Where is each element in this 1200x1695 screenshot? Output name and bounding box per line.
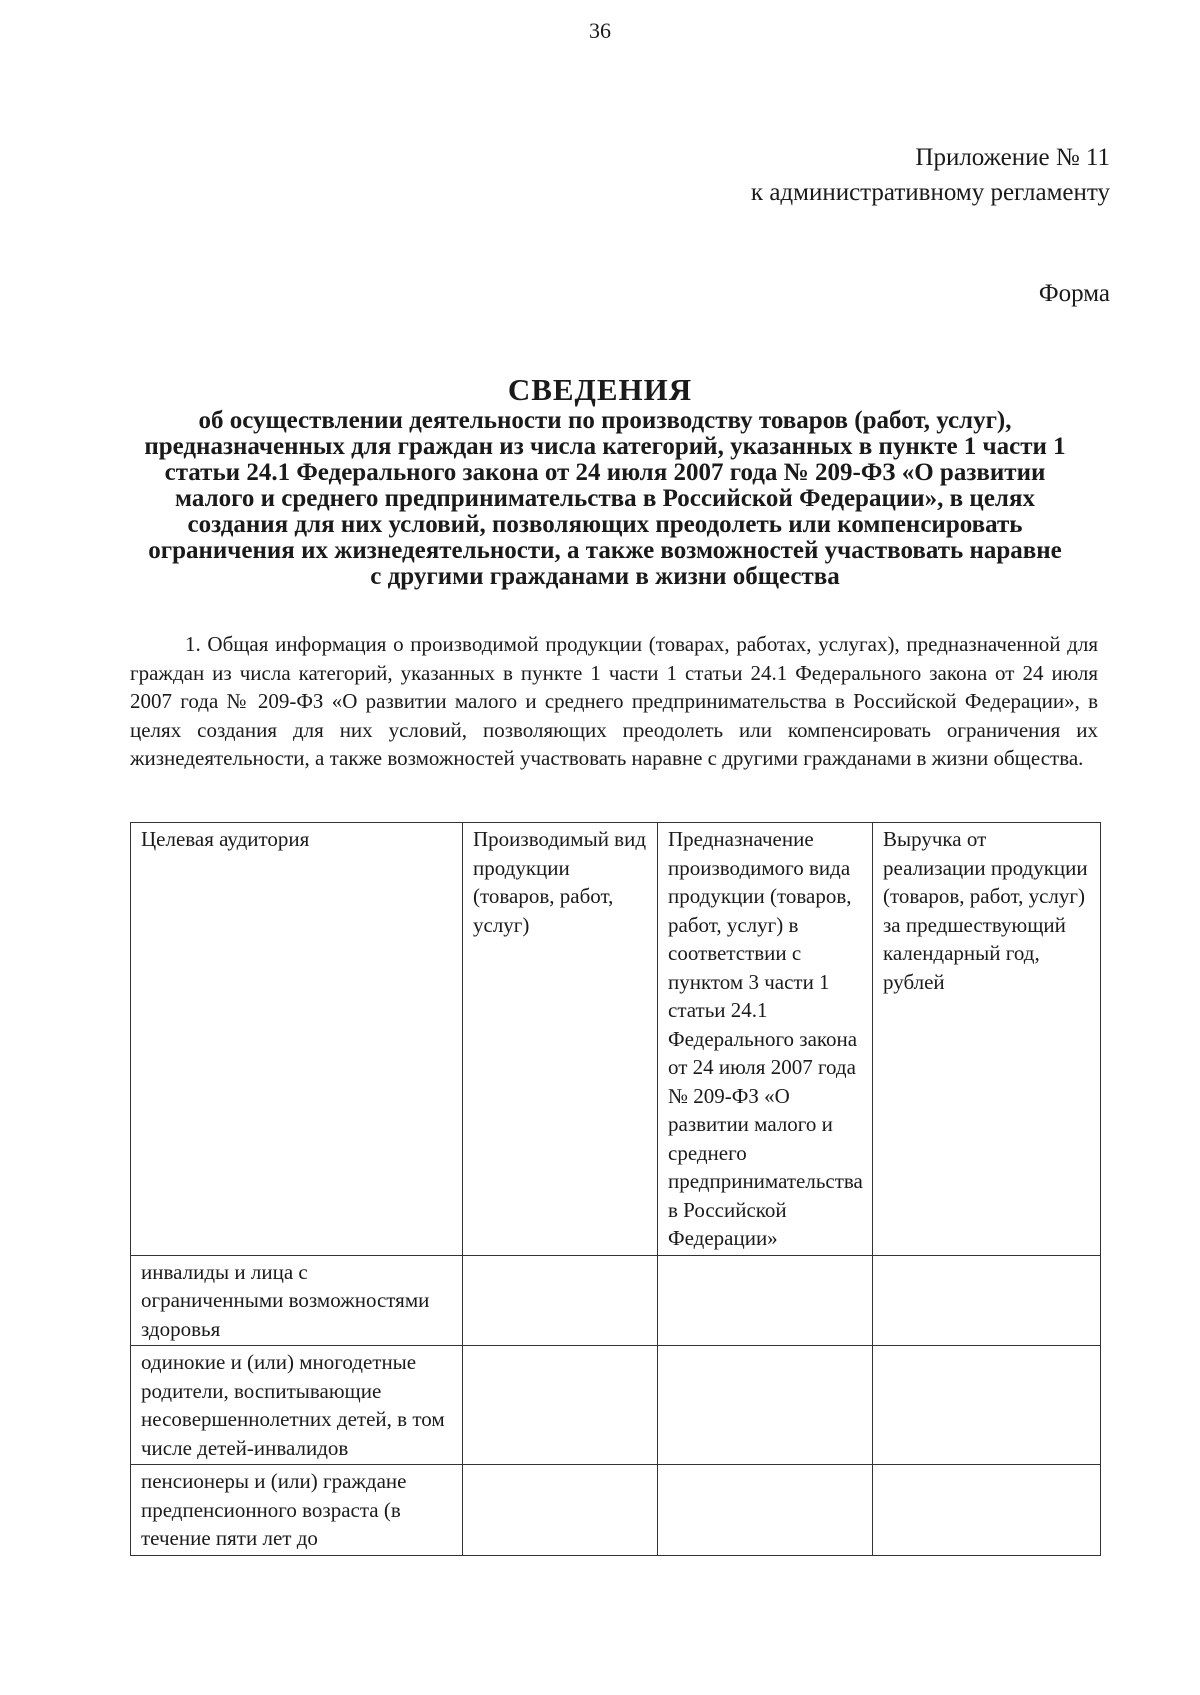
form-label: Форма bbox=[1038, 280, 1110, 307]
revenue-cell[interactable] bbox=[873, 1465, 1101, 1556]
appendix-header bbox=[751, 140, 1110, 210]
table-header-row bbox=[131, 823, 1101, 1256]
revenue-cell[interactable] bbox=[873, 1346, 1101, 1465]
general-info-paragraph: 1. Общая информация о производимой продукции (товарах, работах, услугах), предназначенной для граждан из числа категорий, указанных в пункте 1 части 1 статьи 24.1 Федерального закона от 24 июля 2007 года № 209-ФЗ «О развитии малого и среднего предпринимательства в Российской Федерации», в целях создания для них условий, позволяющих преодолеть или компенсировать ограничения их жизнедеятельности, а также возможностей участвовать наравне с другими гражданами в жизни общества. bbox=[130, 632, 1098, 770]
document-title: СВЕДЕНИЯ bbox=[507, 372, 693, 407]
header-revenue: Выручка от реализации продукции (товаров, работ, услуг) за предшествующий календарный год, рублей bbox=[873, 823, 1101, 1256]
product-purpose-cell[interactable] bbox=[658, 1255, 873, 1346]
product-info-table bbox=[130, 822, 1101, 1556]
document-subtitle: об осуществлении деятельности по производству товаров (работ, услуг), предназначенных для граждан из числа категорий, указанных в пункте 1 части 1 статьи 24.1 Федерального закона от 24 июля 2007 года № 209-ФЗ «О развитии малого и среднего предпринимательства в Российской Федерации», в целях создания для них условий, позволяющих преодолеть или компенсировать ограничения их жизнедеятельности, а также возможностей участвовать наравне с другими гражданами в жизни общества bbox=[144, 407, 1066, 590]
product-type-cell[interactable] bbox=[463, 1255, 658, 1346]
audience-cell: одинокие и (или) многодетные родители, воспитывающие несовершеннолетних детей, в том числе детей-инвалидов bbox=[131, 1346, 463, 1465]
header-product-purpose: Предназначение производимого вида продукции (товаров, работ, услуг) в соответствии с пунктом 3 части 1 статьи 24.1 Федерального закона от 24 июля 2007 года № 209-ФЗ «О развитии малого и среднего предпринимательства в Российской Федерации» bbox=[658, 823, 873, 1256]
appendix-number: Приложение № 11 bbox=[915, 144, 1110, 171]
table-row bbox=[131, 1346, 1101, 1465]
product-purpose-cell[interactable] bbox=[658, 1346, 873, 1465]
header-product-type: Производимый вид продукции (товаров, работ, услуг) bbox=[463, 823, 658, 1256]
product-purpose-cell[interactable] bbox=[658, 1465, 873, 1556]
table-row bbox=[131, 1255, 1101, 1346]
header-target-audience: Целевая аудитория bbox=[131, 823, 463, 1256]
audience-cell: инвалиды и лица с ограниченными возможностями здоровья bbox=[131, 1255, 463, 1346]
table-row bbox=[131, 1465, 1101, 1556]
audience-cell: пенсионеры и (или) граждане предпенсионного возраста (в течение пяти лет до bbox=[131, 1465, 463, 1556]
product-type-cell[interactable] bbox=[463, 1465, 658, 1556]
revenue-cell[interactable] bbox=[873, 1255, 1101, 1346]
page-number: 36 bbox=[589, 18, 611, 43]
appendix-reference: к административному регламенту bbox=[750, 179, 1110, 206]
product-type-cell[interactable] bbox=[463, 1346, 658, 1465]
